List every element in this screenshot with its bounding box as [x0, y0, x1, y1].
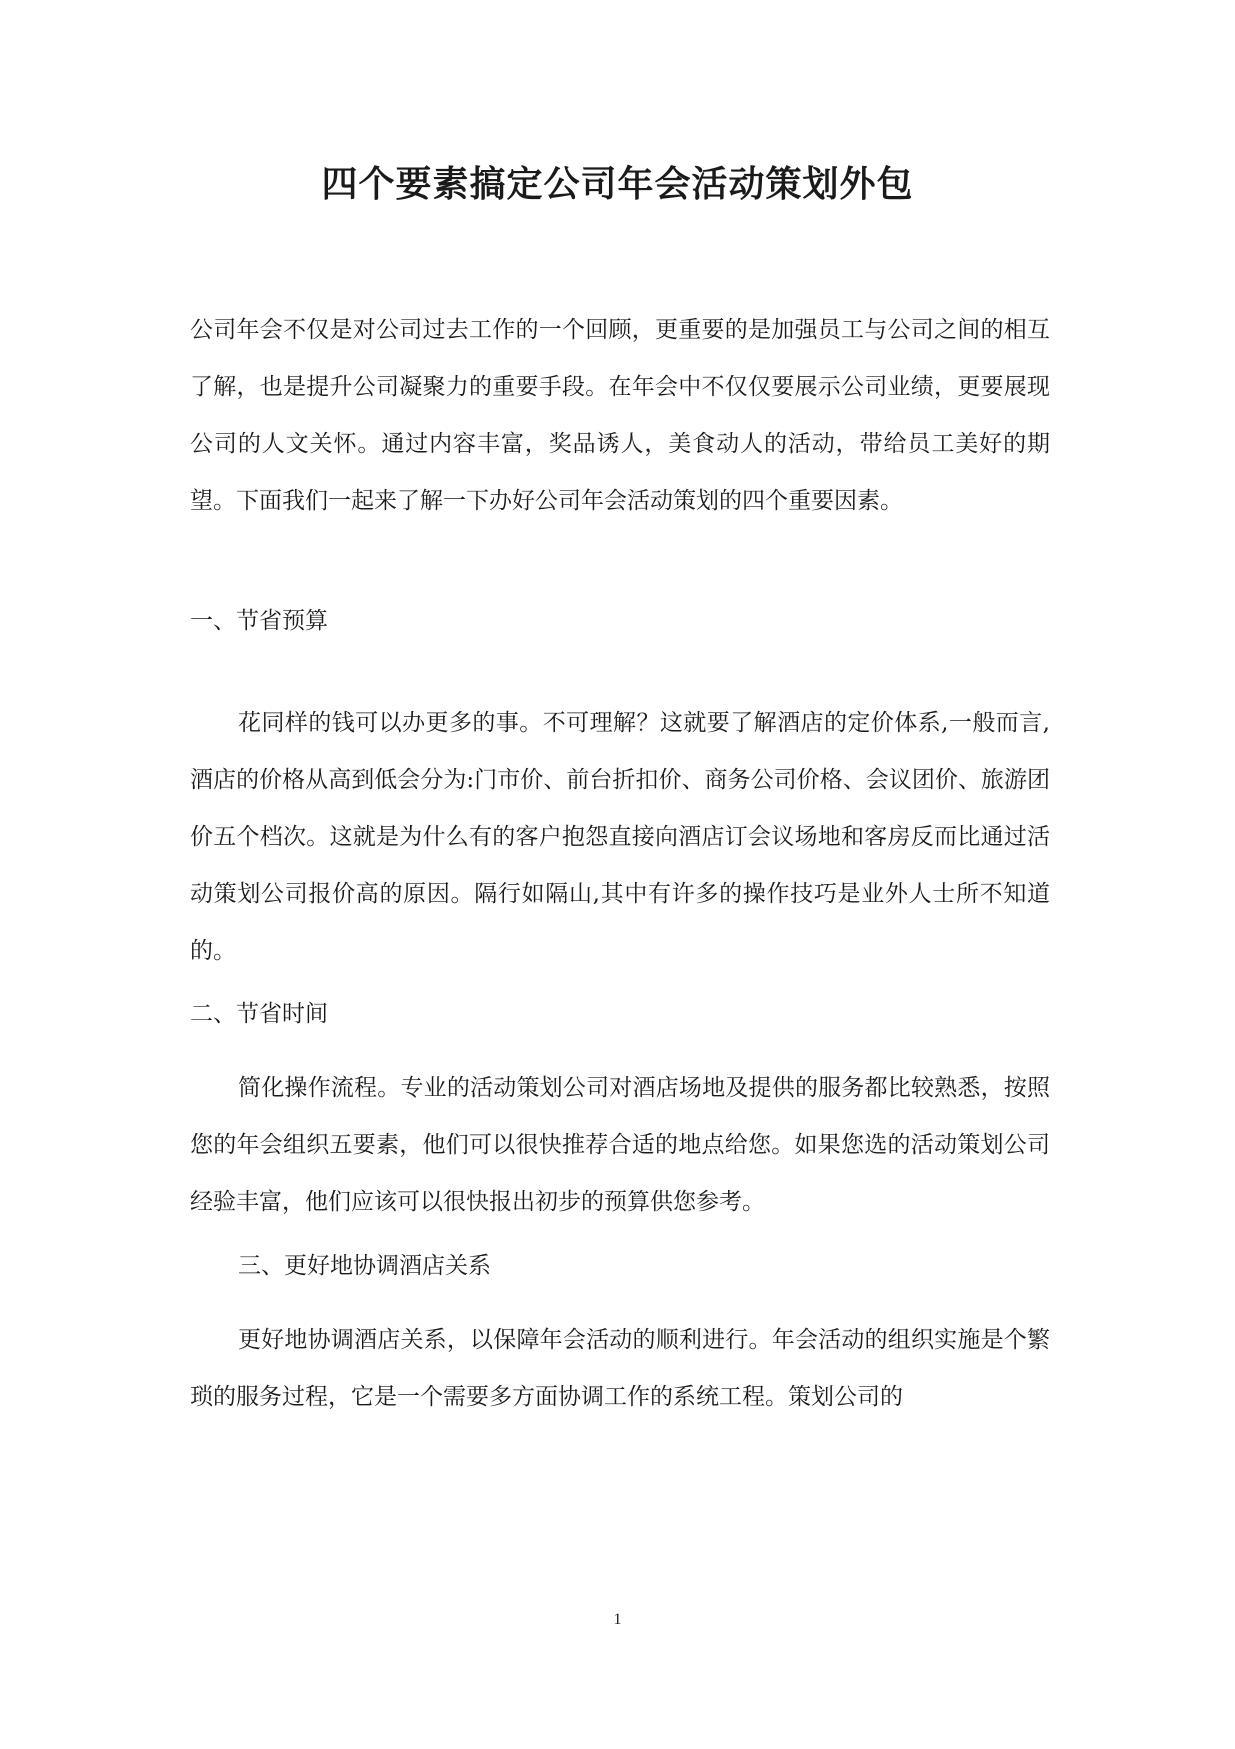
document-title: 四个要素搞定公司年会活动策划外包 [321, 163, 914, 205]
section-heading-time: 二、节省时间 [190, 1001, 328, 1027]
section-body-budget: 花同样的钱可以办更多的事。不可理解？这就要了解酒店的定价体系,一般而言,酒店的价格从高到低会分为:门市价、前台折扣价、商务公司价格、会议团价、旅游团价五个档次。这就是为什么有的客户抱怨直接向酒店订会议场地和客房反而比通过活动策划公司报价高的原因。隔行如隔山,其中有许多的操作技巧是业外人士所不知道的。 [190, 710, 1050, 964]
section-body-hotel: 更好地协调酒店关系，以保障年会活动的顺利进行。年会活动的组织实施是个繁琐的服务过程，它是一个需要多方面协调工作的系统工程。策划公司的 [190, 1327, 1050, 1410]
section-heading-budget: 一、节省预算 [190, 608, 328, 634]
section-body-time: 简化操作流程。专业的活动策划公司对酒店场地及提供的服务都比较熟悉，按照您的年会组织五要素，他们可以很快推荐合适的地点给您。如果您选的活动策划公司经验丰富，他们应该可以很快报出初步的预算供您参考。 [190, 1075, 1050, 1215]
intro-paragraph: 公司年会不仅是对公司过去工作的一个回顾，更重要的是加强员工与公司之间的相互了解，也是提升公司凝聚力的重要手段。在年会中不仅仅要展示公司业绩，更要展现公司的人文关怀。通过内容丰富，奖品诱人，美食动人的活动，带给员工美好的期望。下面我们一起来了解一下办好公司年会活动策划的四个重要因素。 [190, 317, 1050, 514]
page-number: 1 [613, 1611, 622, 1628]
section-heading-hotel: 三、更好地协调酒店关系 [238, 1253, 491, 1279]
